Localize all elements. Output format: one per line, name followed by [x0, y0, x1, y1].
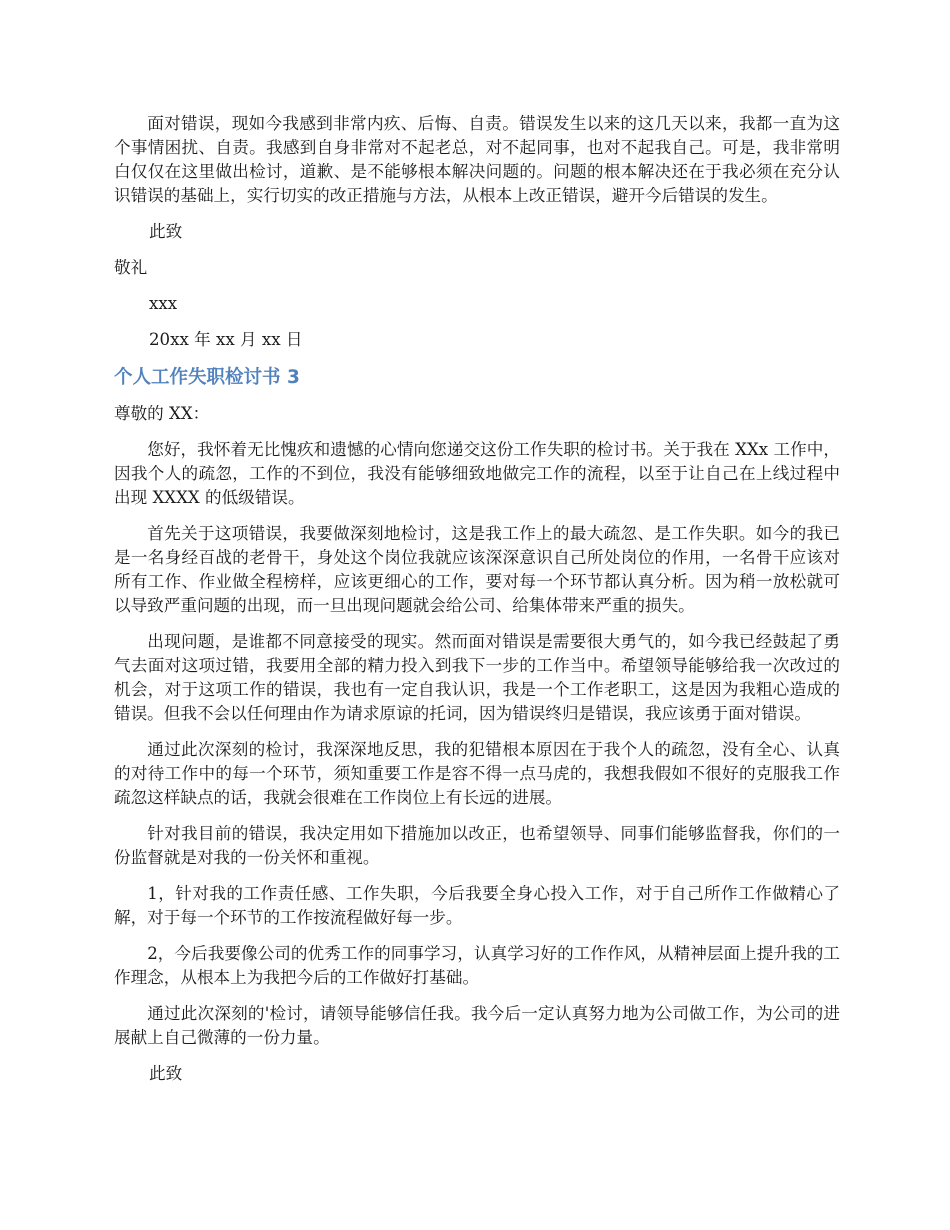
paragraph: 面对错误，现如今我感到非常内疚、后悔、自责。错误发生以来的这几天以来，我都一直为这个事情困扰、自责。我感到自身非常对不起老总，对不起同事，也对不起我自己。可是，我非常明白仅仅在这里做出检讨，道歉、是不能够根本解决问题的。问题的根本解决还在于我必须在充分认识错误的基础上，实行切实的改正措施与方法，从根本上改正错误，避开今后错误的发生。	[114, 114, 840, 205]
closing-regards: 敬礼	[114, 258, 148, 277]
signature: xxx	[149, 294, 178, 313]
salutation: 尊敬的 XX：	[114, 404, 210, 423]
paragraph: 通过此次深刻的'检讨，请领导能够信任我。我今后一定认真努力地为公司做工作，为公司的进展献上自己微薄的一份力量。	[114, 1004, 840, 1047]
document-page	[114, 112, 840, 1098]
paragraph: 出现问题，是谁都不同意接受的现实。然而面对错误是需要很大勇气的，如今我已经鼓起了勇气去面对这项过错，我要用全部的精力投入到我下一步的工作当中。希望领导能够给我一次改过的机会，对于这项工作的错误，我也有一定自我认识，我是一个工作老职工，这是因为我粗心造成的错误。但我不会以任何理由作为请求原谅的托词，因为错误终归是错误，我应该勇于面对错误。	[114, 632, 840, 723]
paragraph: 针对我目前的错误，我决定用如下措施加以改正，也希望领导、同事们能够监督我，你们的一份监督就是对我的一份关怀和重视。	[114, 824, 840, 867]
paragraph: 通过此次深刻的检讨，我深深地反思，我的犯错根本原因在于我个人的疏忽，没有全心、认真的对待工作中的每一个环节，须知重要工作是容不得一点马虎的，我想我假如不很好的克服我工作疏忽这样缺点的话，我就会很难在工作岗位上有长远的进展。	[114, 740, 840, 807]
closing-salutation: 此致	[149, 1064, 183, 1083]
closing-salutation: 此致	[149, 222, 183, 241]
paragraph: 2，今后我要像公司的优秀工作的同事学习，认真学习好的工作作风，从精神层面上提升我的工作理念，从根本上为我把今后的工作做好打基础。	[114, 944, 840, 987]
paragraph: 1，针对我的工作责任感、工作失职，今后我要全身心投入工作，对于自己所作工作做精心了解，对于每一个环节的工作按流程做好每一步。	[114, 884, 840, 927]
section-heading: 个人工作失职检讨书 3	[114, 367, 300, 388]
date: 20xx 年 xx 月 xx 日	[149, 330, 303, 349]
paragraph: 您好，我怀着无比愧疚和遗憾的心情向您递交这份工作失职的检讨书。关于我在 XXx 工作中，因我个人的疏忽，工作的不到位，我没有能够细致地做完工作的流程，以至于让自己在上线过程中出现 XXXX 的低级错误。	[114, 440, 840, 507]
paragraph: 首先关于这项错误，我要做深刻地检讨，这是我工作上的最大疏忽、是工作失职。如今的我已是一名身经百战的老骨干，身处这个岗位我就应该深深意识自己所处岗位的作用，一名骨干应该对所有工作、作业做全程榜样，应该更细心的工作，要对每一个环节都认真分析。因为稍一放松就可以导致严重问题的出现，而一旦出现问题就会给公司、给集体带来严重的损失。	[114, 524, 840, 615]
